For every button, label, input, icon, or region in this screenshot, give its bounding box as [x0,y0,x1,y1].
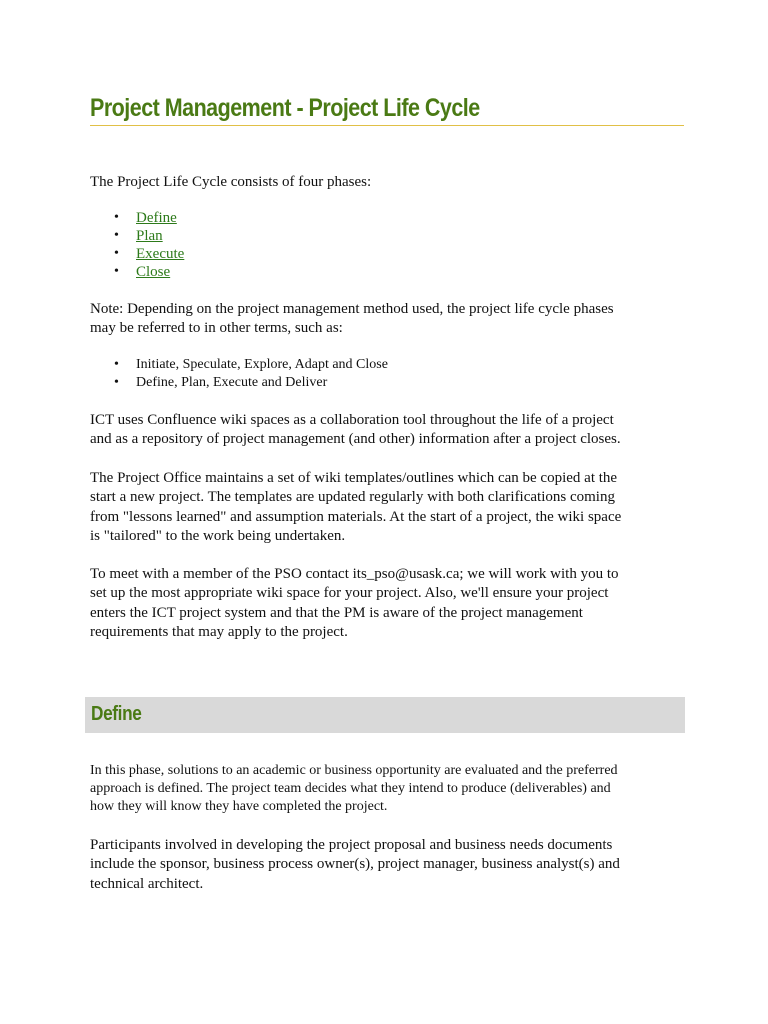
note-paragraph [90,300,690,339]
project-office-line: start a new project. The templates are updated regularly with both clarifications coming [90,489,615,506]
contact-paragraph [90,565,690,642]
alt-terms-list [90,356,670,392]
bullet-icon: • [114,264,119,279]
define-paragraph-1 [90,762,690,817]
define-line: include the sponsor, business process owner(s), project manager, business analyst(s) and [90,856,620,873]
list-item [90,245,670,263]
ict-line: and as a repository of project management (and other) information after a project closes. [90,431,621,448]
project-office-line: is "tailored" to the work being undertaken. [90,527,346,544]
list-item [90,227,670,245]
contact-line: To meet with a member of the PSO contact its_pso@usask.ca; we will work with you to [90,566,619,582]
list-item [90,356,670,374]
define-line: approach is defined. The project team decides what they intend to produce (deliverables) and [90,781,611,797]
ict-line: ICT uses Confluence wiki spaces as a collaboration tool throughout the life of a project [90,412,614,428]
phase-link-plan[interactable]: Plan [136,228,163,244]
define-section-header [85,697,685,733]
note-line: may be referred to in other terms, such as: [90,320,343,337]
title-divider [90,125,684,126]
define-paragraph-2 [90,836,690,894]
bullet-icon: • [114,246,119,261]
define-section-title: Define [91,703,142,725]
list-item [90,263,670,281]
bullet-icon: • [114,210,119,225]
list-item [90,374,670,392]
define-line: technical architect. [90,875,204,892]
bullet-icon: • [114,375,119,390]
define-line: how they will know they have completed the project. [90,799,388,815]
project-office-paragraph [90,469,690,546]
list-item [90,209,670,227]
bullet-icon: • [114,228,119,243]
contact-line: requirements that may apply to the project. [90,623,348,640]
alt-term-text: Define, Plan, Execute and Deliver [136,375,328,390]
define-line: Participants involved in developing the project proposal and business needs documents [90,837,613,853]
project-office-line: from "lessons learned" and assumption materials. At the start of a project, the wiki space [90,508,622,525]
phase-link-execute[interactable]: Execute [136,246,185,262]
contact-line: enters the ICT project system and that the PM is aware of the project management [90,604,583,621]
phase-link-close[interactable]: Close [136,264,171,280]
alt-term-text: Initiate, Speculate, Explore, Adapt and Close [136,357,388,372]
project-office-line: The Project Office maintains a set of wiki templates/outlines which can be copied at the [90,470,618,486]
page-title: Project Management - Project Life Cycle [90,94,480,122]
contact-line: set up the most appropriate wiki space for your project. Also, we'll ensure your project [90,585,609,602]
bullet-icon: • [114,357,119,372]
ict-paragraph [90,411,690,450]
note-line: Note: Depending on the project management method used, the project life cycle phases [90,301,614,317]
phase-list [90,209,670,281]
define-line: In this phase, solutions to an academic or business opportunity are evaluated and the preferred [90,763,618,778]
phase-link-define[interactable]: Define [136,210,177,226]
intro-text: The Project Life Cycle consists of four phases: [90,174,372,190]
